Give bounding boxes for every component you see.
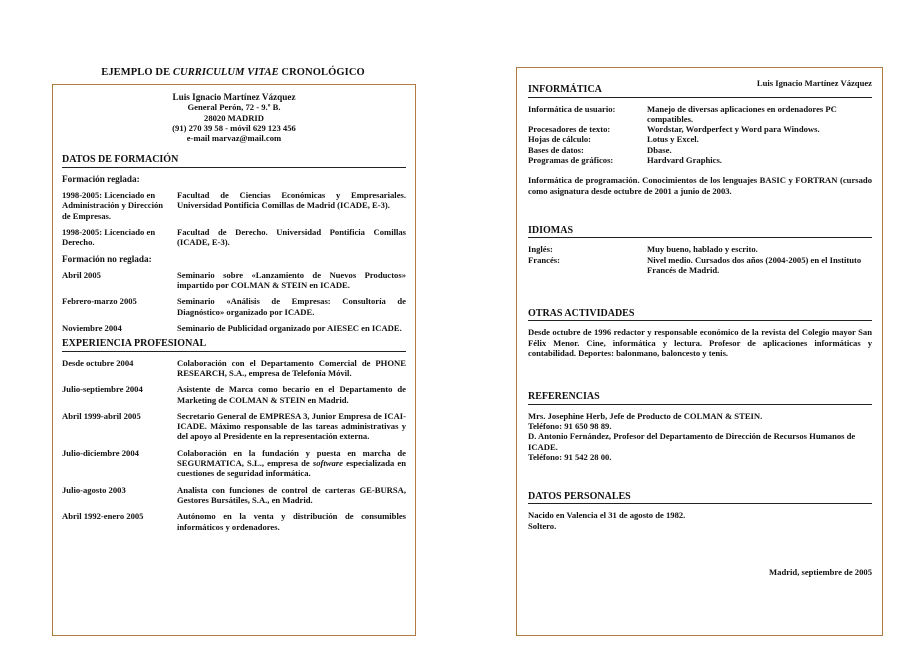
section-title-experiencia: EXPERIENCIA PROFESIONAL <box>62 339 406 351</box>
personales-line: Nacido en Valencia el 31 de agosto de 1982. <box>528 510 686 521</box>
item-desc: Lotus y Excel. <box>647 134 699 145</box>
item-desc: Nivel medio. Cursados dos años (2004-2005) en el Instituto Francés de Madrid. <box>647 254 862 275</box>
list-item <box>528 145 872 155</box>
item-label: 1998-2005: Licenciado en Derecho. <box>62 226 156 248</box>
cv-page-left <box>52 84 416 636</box>
item-label: Informática de usuario: <box>528 103 616 114</box>
otras-paragraph: Desde octubre de 1996 redactor y responsable económico de la revista del Colegio mayor San Félix Menor. Cine, informática y lectura. Profesor de aplicaciones informáticas y contabilidad. Deportes: balonmano, baloncesto y tenis. <box>528 327 872 359</box>
item-desc: Dbase. <box>647 144 672 155</box>
item-desc <box>177 448 406 479</box>
item-desc-italic: software <box>312 458 343 469</box>
list-item <box>528 255 872 276</box>
title-italic: CURRICULUM VITAE <box>172 67 279 78</box>
section-title-informatica: INFORMÁTICA <box>528 85 872 97</box>
item-desc: Wordstar, Wordperfect y Word para Windows. <box>647 124 820 135</box>
item-desc: Seminario «Análisis de Empresas: Consultoría de Diagnóstico» organizado por ICADE. <box>177 296 406 317</box>
item-label: Abril 2005 <box>62 269 101 280</box>
list-item <box>528 155 872 165</box>
item-label: Programas de gráficos: <box>528 155 614 166</box>
list-item <box>62 190 406 221</box>
section-title-otras: OTRAS ACTIVIDADES <box>528 309 872 321</box>
referencia-line: D. Antonio Fernández, Profesor del Departamento de Dirección de Recursos Humanos de ICADE. <box>528 431 856 452</box>
referencia-line: Teléfono: 91 542 28 00. <box>528 451 612 462</box>
programacion-paragraph: Informática de programación. Conocimientos de los lenguajes BASIC y FORTRAN (cursado como asignatura desde octubre de 2001 a junio de 2003. <box>528 175 872 196</box>
list-item <box>62 227 406 248</box>
item-label: Abril 1999-abril 2005 <box>62 410 141 421</box>
list-item <box>62 358 406 379</box>
item-desc: Secretario General de EMPRESA 3, Junior Empresa de ICAI-ICADE. Máximo responsable de las tareas administrativas y del apoyo al Presidente en la representación externa. <box>177 410 406 442</box>
section-title-personales: DATOS PERSONALES <box>528 492 872 504</box>
title-prefix: EJEMPLO DE <box>101 67 173 78</box>
item-desc: Muy bueno, hablado y escrito. <box>647 244 758 255</box>
phone-line: (91) 270 39 58 - móvil 629 123 456 <box>172 122 296 133</box>
item-label: 1998-2005: Licenciado en Administración y Dirección de Empresas. <box>62 190 164 221</box>
item-label: Julio-agosto 2003 <box>62 484 126 495</box>
section-title-referencias: REFERENCIAS <box>528 392 872 404</box>
title-suffix: CRONOLÓGICO <box>278 67 365 78</box>
item-label: Hojas de cálculo: <box>528 134 592 145</box>
item-label: Francés: <box>528 254 560 265</box>
item-label: Procesadores de texto: <box>528 124 611 135</box>
address-line1: General Perón, 72 - 9.º B. <box>187 102 281 113</box>
list-item <box>528 134 872 144</box>
item-desc: Manejo de diversas aplicaciones en ordenadores PC compatibles. <box>647 103 837 124</box>
list-item <box>62 511 406 532</box>
section-title-formacion: DATOS DE FORMACIÓN <box>62 155 406 167</box>
item-label: Febrero-marzo 2005 <box>62 296 137 307</box>
list-item <box>62 296 406 317</box>
list-item <box>528 104 872 125</box>
list-item <box>62 270 406 291</box>
personales-line: Soltero. <box>528 520 557 531</box>
item-desc: Facultad de Derecho. Universidad Pontificia Comillas (ICADE, E-3). <box>177 226 406 248</box>
signoff: Madrid, septiembre de 2005 <box>769 567 872 578</box>
item-label: Julio-septiembre 2004 <box>62 384 143 395</box>
cv-page-right <box>516 67 883 636</box>
list-item <box>62 384 406 405</box>
address-line2: 28020 MADRID <box>204 112 264 123</box>
list-item <box>528 124 872 134</box>
item-desc: Autónomo en la venta y distribución de consumibles informáticos y ordenadores. <box>177 511 406 532</box>
list-item <box>62 485 406 506</box>
section-title-idiomas: IDIOMAS <box>528 226 872 238</box>
item-label: Inglés: <box>528 244 553 255</box>
item-desc: Colaboración con el Departamento Comercial de PHONE RESEARCH, S.A., empresa de Telefonía Móvil. <box>177 357 406 378</box>
cv-header <box>62 92 406 143</box>
person-name: Luis Ignacio Martínez Vázquez <box>172 92 296 102</box>
item-label: Abril 1992-enero 2005 <box>62 511 144 522</box>
item-desc: Seminario sobre «Lanzamiento de Nuevos Productos» impartido por COLMAN & STEIN en ICADE. <box>177 269 406 291</box>
item-desc: Analista con funciones de control de carteras GE-BURSA, Gestores Bursátiles, S.A., en Madrid. <box>177 484 406 505</box>
item-desc-part: especializada en cuestiones de seguridad informática. <box>177 458 407 479</box>
subtitle-reglada: Formación reglada: <box>62 173 140 184</box>
list-item <box>528 244 872 254</box>
referencia-line: Teléfono: 91 650 98 89. <box>528 420 612 431</box>
referencia-line: Mrs. Josephine Herb, Jefe de Producto de COLMAN & STEIN. <box>528 410 763 421</box>
item-desc: Facultad de Ciencias Económicas y Empresariales. Universidad Pontificia Comillas de Madrid (ICADE, E-3). <box>177 190 406 211</box>
running-header-name: Luis Ignacio Martínez Vázquez <box>756 78 872 88</box>
list-item <box>62 448 406 479</box>
item-desc: Asistente de Marca como becario en el Departamento de Marketing de COLMAN & STEIN en Madrid. <box>177 384 406 405</box>
list-item <box>62 411 406 442</box>
item-label: Julio-diciembre 2004 <box>62 447 139 458</box>
item-desc-part: Colaboración en la fundación y puesta en marcha de SEGURMATICA, S.L., empresa de <box>177 447 406 469</box>
item-desc: Seminario de Publicidad organizado por AIESEC en ICADE. <box>177 323 402 334</box>
subtitle-no-reglada: Formación no reglada: <box>62 253 152 264</box>
item-label: Bases de datos: <box>528 144 584 155</box>
list-item <box>62 323 406 333</box>
item-label: Desde octubre 2004 <box>62 357 134 368</box>
item-label: Noviembre 2004 <box>62 323 122 334</box>
document-title <box>52 67 414 78</box>
item-desc: Hardvard Graphics. <box>647 155 722 166</box>
email-line: e-mail marvaz@mail.com <box>186 133 282 144</box>
